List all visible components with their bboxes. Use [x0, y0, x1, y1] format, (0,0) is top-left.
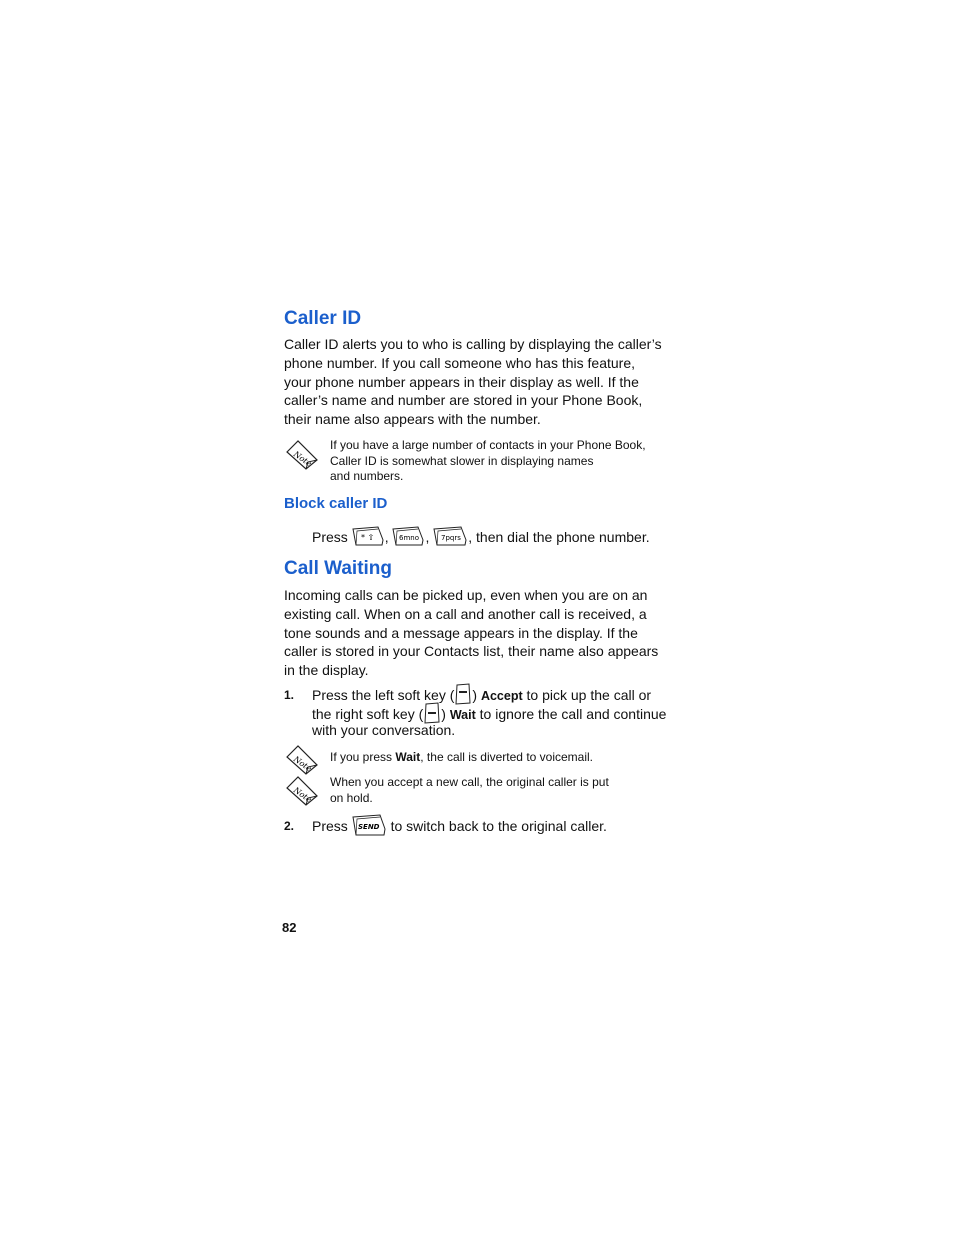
star-shift-key-icon — [352, 526, 385, 551]
press-label: Press — [312, 529, 348, 546]
accept-note — [284, 774, 664, 808]
wait-note — [284, 743, 664, 775]
step-1-text-g: with your conversation. — [312, 722, 456, 738]
note-icon — [284, 774, 320, 806]
accept-label: Accept — [480, 689, 523, 704]
paren-close: ) — [472, 687, 478, 704]
caller-id-heading: Caller ID — [284, 308, 362, 329]
accept-note-line2: on hold. — [330, 790, 373, 805]
wait-note-post: , the call is diverted to voicemail. — [420, 750, 594, 764]
comma-separator: , — [425, 529, 430, 546]
note-icon-label: Note — [291, 785, 314, 805]
wait-note-pre: If you press — [330, 750, 393, 764]
seven-pqrs-key-label: 7pqrs — [441, 534, 462, 542]
then-dial-text: , then dial the phone number. — [468, 529, 650, 546]
accept-note-line1: When you accept a new call, the original caller is put — [330, 775, 609, 789]
note-icon-label: Note — [291, 754, 314, 774]
step-2-number: 2. — [284, 819, 295, 833]
step-1-text-f: to ignore the call and continue — [479, 706, 667, 723]
page-number: 82 — [282, 920, 297, 935]
send-key-label: SEND — [357, 823, 380, 831]
seven-pqrs-key-icon — [433, 526, 468, 551]
step-1-number: 1. — [284, 688, 295, 702]
wait-label: Wait — [449, 708, 476, 723]
six-mno-key-label: 6mno — [399, 534, 420, 542]
caller-id-body: Caller ID alerts you to who is calling by displaying the caller’s phone number. If you call someone who has this feature, your phone number appears in their display as well. If the caller’s name and number are stored in your Phone Book, their name also appears with the number. — [284, 336, 662, 428]
caller-id-note-line2: Caller ID is somewhat slower in displaying names — [330, 453, 594, 468]
note-icon — [284, 438, 320, 470]
call-waiting-heading: Call Waiting — [284, 558, 393, 579]
caller-id-note — [284, 438, 664, 488]
note-icon-label: Note — [291, 449, 314, 469]
send-key-icon — [352, 814, 387, 841]
call-waiting-body: Incoming calls can be picked up, even when you are on an existing call. When on a call and another call is received, a tone sounds and a message appears in the display. If the caller is stored in your Contacts list, their name also appears in the display. — [284, 587, 659, 679]
step-2-text-b: to switch back to the original caller. — [390, 818, 607, 835]
wait-note-bold: Wait — [395, 750, 421, 764]
six-mno-key-icon — [392, 526, 425, 551]
caller-id-note-line3: and numbers. — [330, 469, 404, 483]
block-caller-id-instruction — [312, 526, 650, 551]
caller-id-note-line1: If you have a large number of contacts in your Phone Book, — [330, 438, 646, 452]
step-1-text-c: to pick up the call or — [526, 687, 652, 704]
step-1-text-d: the right soft key ( — [312, 706, 424, 723]
step-2-text-a: Press — [312, 818, 348, 835]
block-caller-id-heading: Block caller ID — [284, 495, 388, 512]
paren-close: ) — [441, 706, 446, 723]
comma-separator: , — [384, 529, 389, 546]
step-1-text-a: Press the left soft key ( — [312, 687, 455, 704]
star-shift-key-label: * ⇧ — [360, 533, 374, 542]
note-icon — [284, 743, 320, 775]
